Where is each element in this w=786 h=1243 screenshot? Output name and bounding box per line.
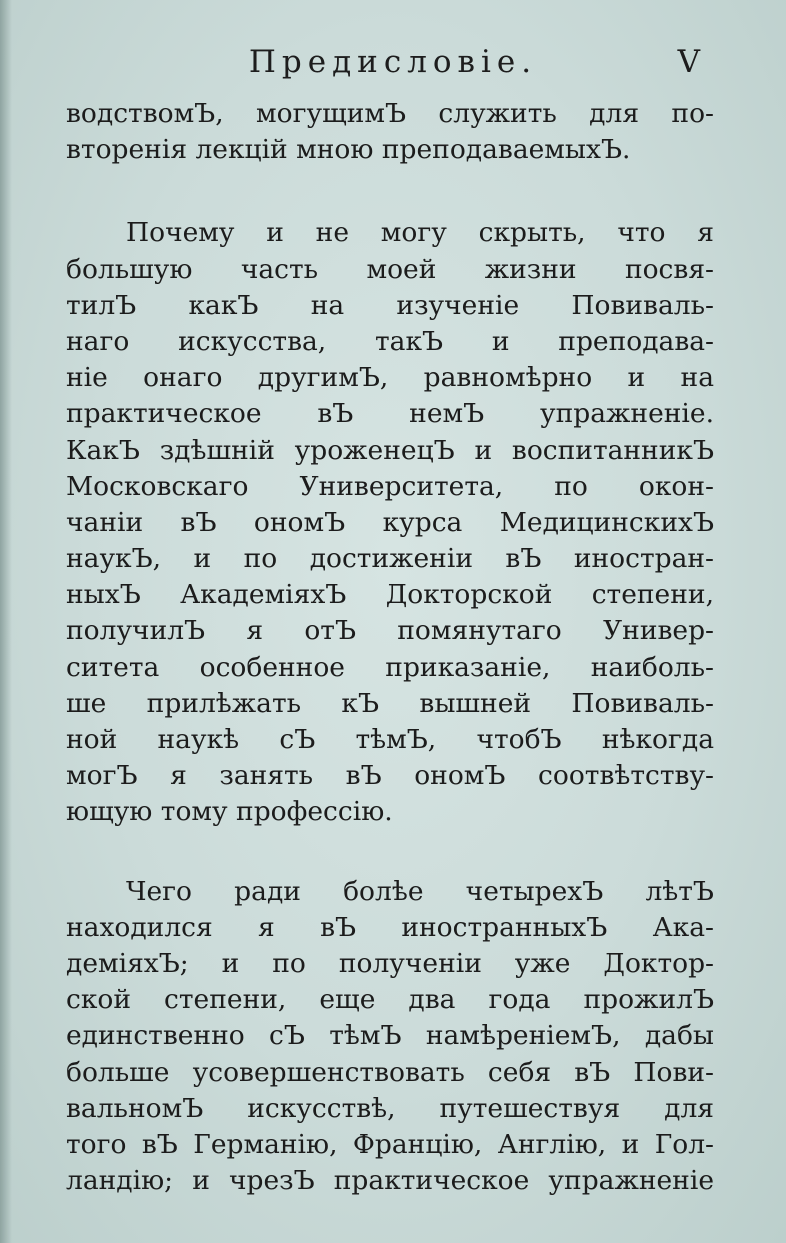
text-line: того вЪ Германiю, Францiю, Англiю, и Гол- — [66, 1128, 714, 1160]
paragraph-3 — [66, 874, 714, 1200]
page-number: V — [677, 44, 700, 80]
page-edge-shadow — [0, 0, 12, 1243]
text-line: Московскаго Университета, по окон- — [66, 470, 714, 502]
text-line: ландiю; и чрезЪ практическое упражненiе — [66, 1165, 714, 1197]
text-line: ше прилѣжать кЪ вышней Повиваль- — [66, 687, 714, 719]
text-line: чанiи вЪ ономЪ курса МедицинскихЪ — [66, 506, 714, 538]
text-line: водствомЪ, могущимЪ служить для по- — [66, 98, 714, 129]
text-line: вторенiя лекцiй мною преподаваемыхЪ. — [66, 134, 631, 166]
running-head-title: Предисловiе. — [248, 44, 538, 80]
text-line: получилЪ я отЪ помянутаго Универ- — [66, 615, 714, 647]
text-line: наго искусства, такЪ и преподава- — [66, 325, 714, 357]
text-line: единственно сЪ тѣмЪ намѣренiемЪ, дабы — [66, 1020, 714, 1052]
running-head — [0, 44, 786, 94]
text-line: Чего ради болѣе четырехЪ лѣтЪ — [126, 875, 714, 907]
text-line: Почему и не могу скрыть, что я — [126, 217, 714, 249]
text-line: ской степени, еще два года прожилЪ — [66, 984, 714, 1016]
text-line: большую часть моей жизни посвя- — [66, 253, 714, 285]
text-line: находился я вЪ иностранныхЪ Ака- — [66, 911, 714, 943]
text-line: ныхЪ АкадемiяхЪ Докторской степени, — [66, 579, 714, 611]
text-line: демiяхЪ; и по полученiи уже Доктор- — [66, 947, 714, 979]
text-line: ющую тому профессiю. — [66, 796, 393, 828]
text-line: наукЪ, и по достиженiи вЪ иностран- — [66, 543, 714, 575]
text-line: ситета особенное приказанiе, наиболь- — [66, 651, 714, 683]
text-line: практическое вЪ немЪ упражненiе. — [66, 398, 714, 430]
text-line: вальномЪ искусствѣ, путешествуя для — [66, 1092, 714, 1124]
paragraph-1 — [66, 96, 714, 168]
text-line: КакЪ здѣшнiй уроженецЪ и воспитанникЪ — [66, 434, 714, 466]
text-line: больше усовершенствовать себя вЪ Пови- — [66, 1056, 714, 1088]
paragraph-2 — [66, 215, 714, 830]
text-line: ной наукѣ сЪ тѣмЪ, чтобЪ нѣкогда — [66, 724, 714, 755]
text-line: могЪ я занять вЪ ономЪ соотвѣтству- — [66, 760, 714, 792]
text-line: нiе онаго другимЪ, равномѣрно и на — [66, 362, 714, 394]
body-text — [66, 96, 714, 1199]
text-line: тилЪ какЪ на изученiе Повиваль- — [66, 289, 714, 321]
